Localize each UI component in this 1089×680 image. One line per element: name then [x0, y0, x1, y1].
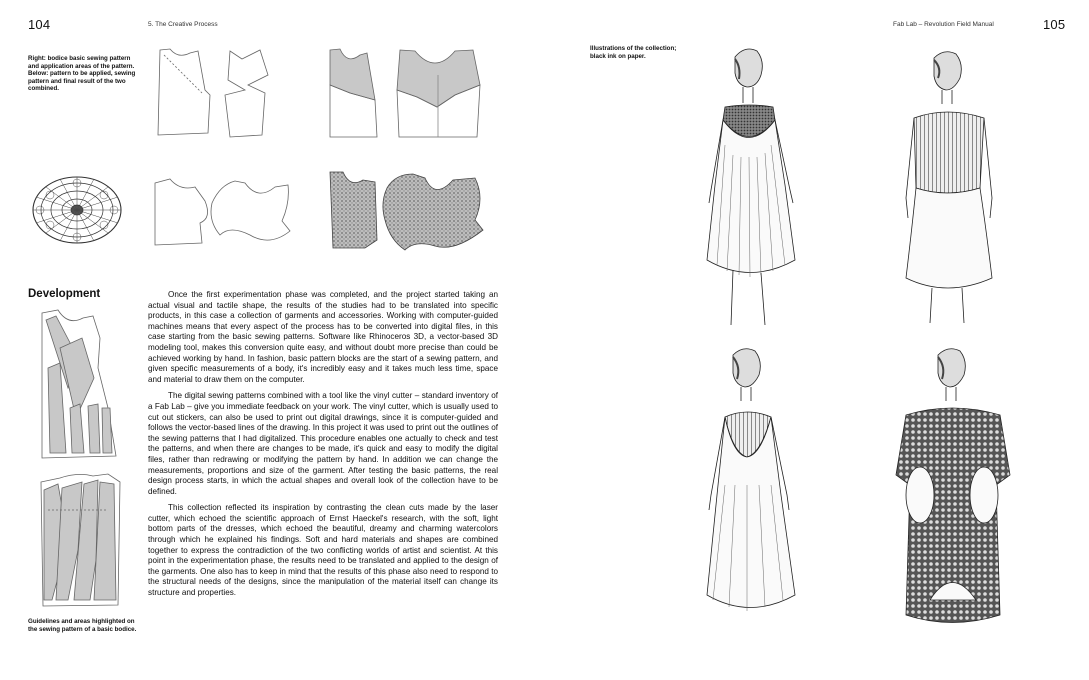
sewing-pattern-outline: [150, 173, 295, 248]
caption-right: Illustrations of the collection; black ink on paper.: [590, 45, 677, 60]
radiolarian-illustration: [30, 173, 125, 248]
fashion-illustration-1: [695, 45, 810, 330]
page-number-right: 105: [1043, 17, 1066, 32]
applied-pattern-result: [325, 168, 490, 253]
bodice-guidelines-pattern-bottom: [38, 470, 123, 610]
running-head-left: 5. The Creative Process: [148, 21, 218, 28]
body-text: [148, 290, 498, 605]
paragraph: This collection reflected its inspiration by contrasting the clean cuts made by the laser cutter, which echoed the scientific approach of Ernst Haeckel's research, with the soft, light bottom parts of the dresses, which echoed the beautiful, dreamy and charming watercolors through which he explained his findings. Soft and hard materials and shapes are combined together to express the contradiction of the two conflicting worlds of artist and scientist. At this point in the experimentation phase, the results need to be translated and applied to the design of the garments. One also has to keep in mind that the results of this phase also need to respond to the structural needs of the designs, since the manipulation of the material itself can change its structure and properties.: [148, 503, 498, 598]
fashion-illustration-4: [892, 345, 1017, 630]
page-number-left: 104: [28, 17, 51, 32]
bodice-pattern-outline: [150, 45, 275, 145]
caption-top: Right: bodice basic sewing pattern and application areas of the pattern. Below: pattern to be applied, sewing pattern and final result of the two combined.: [28, 55, 136, 93]
paragraph: The digital sewing patterns combined with a tool like the vinyl cutter – standard inventory of a Fab Lab – give you immediate feedback on your work. The vinyl cutter, which is usually used to cut out stickers, can also be used to print out digital drawings, since it is computer-guided and follows the vector-based lines of the drawing. In this project it was used to print out the outlines of the sewing patterns that I had digitalized. This procedure enables one actually to check and test the patterns, and when there are changes to be made, it's quick and easy to modify the digital files, rather than redrawing or modifying the pattern by hand. In addition we can change the measurements, proportions and size of the garment. After testing the basic patterns, the real design process starts, in which the actual shapes and overall look of the collection have to be defined.: [148, 391, 498, 496]
bodice-pattern-application-areas: [325, 45, 485, 145]
fashion-illustration-3: [695, 345, 810, 630]
caption-bottom: Guidelines and areas highlighted on the sewing pattern of a basic bodice.: [28, 618, 137, 633]
fashion-illustration-2: [892, 48, 1007, 328]
bodice-guidelines-pattern-top: [38, 308, 120, 463]
section-heading: Development: [28, 288, 101, 300]
running-head-right: Fab Lab – Revolution Field Manual: [893, 21, 994, 28]
paragraph: Once the first experimentation phase was completed, and the project started taking an actual visual and tactile shape, the results of the studies had to be translated into specific products, in this case a collection of garments and accessories. Working with computer-guided machines means that every aspect of the process has to be converted into digital files, in this case starting from the basic sewing patterns. Software like Rhinoceros 3D, a vector-based 3D modeling tool, makes this conversion quite easy, and without doubt more precise than could be achieved working by hand. In fashion, basic pattern blocks are the start of a sewing pattern, and given specific measurements of a body, it's incredibly easy and it takes much less time, space and material to draw them on the computer.: [148, 290, 498, 384]
